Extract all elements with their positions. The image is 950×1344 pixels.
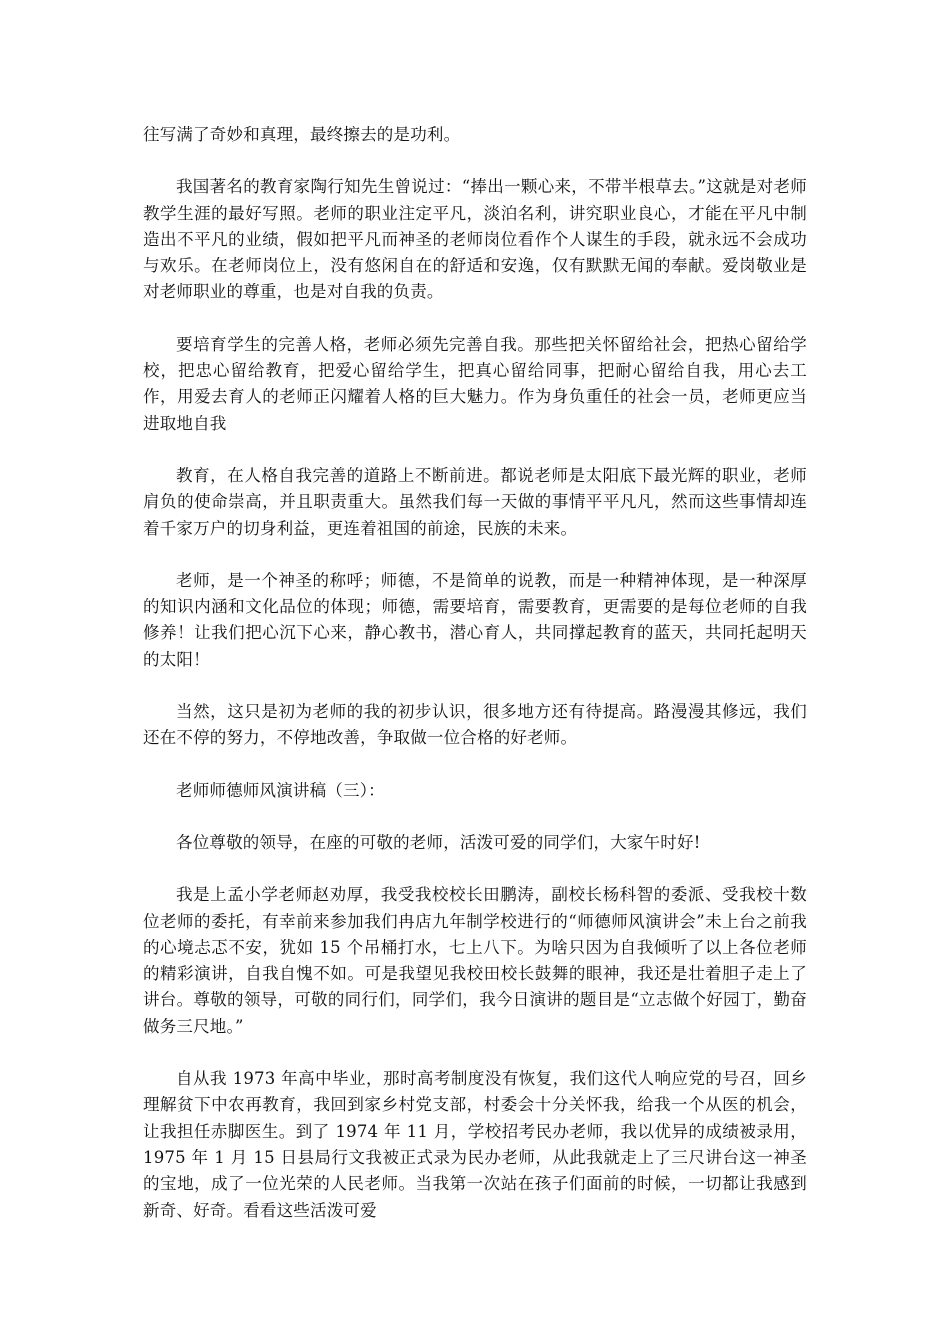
paragraph: 要培育学生的完善人格，老师必须先完善自我。那些把关怀留给社会，把热心留给学校，把忠心留给教育，把爱心留给学生，把真心留给同事，把耐心留给自我，用心去工作，用爱去育人的老师正闪耀着人格的巨大魅力。作为身负重任的社会一员，老师更应当进取地自我: [143, 334, 807, 433]
paragraph: 教育，在人格自我完善的道路上不断前进。都说老师是太阳底下最光辉的职业，老师肩负的使命崇高，并且职责重大。虽然我们每一天做的事情平平凡凡，然而这些事情却连着千家万户的切身利益，更连着祖国的前途，民族的未来。: [143, 465, 807, 538]
paragraph: 当然，这只是初为老师的我的初步认识，很多地方还有待提高。路漫漫其修远，我们还在不停的努力，不停地改善，争取做一位合格的好老师。: [143, 702, 807, 748]
paragraph: 各位尊敬的领导，在座的可敬的老师，活泼可爱的同学们，大家午时好!: [176, 832, 701, 852]
paragraph: 我国著名的教育家陶行知先生曾说过：“捧出一颗心来，不带半根草去。”这就是对老师教学生涯的最好写照。老师的职业注定平凡，淡泊名利，讲究职业良心，才能在平凡中制造出不平凡的业绩，假如把平凡而神圣的老师岗位看作个人谋生的手段，就永远不会成功与欢乐。在老师岗位上，没有悠闲自在的舒适和安逸，仅有默默无闻的奉献。爱岗敬业是对老师职业的尊重，也是对自我的负责。: [143, 177, 807, 302]
paragraph: 自从我 1973 年高中毕业，那时高考制度没有恢复，我们这代人响应党的号召，回乡理解贫下中农再教育，我回到家乡村党支部，村委会十分关怀我，给我一个从医的机会，让我担任赤脚医生。到了 1974 年 11 月，学校招考民办老师，我以优异的成绩被录用，1975 年 1 月 15 日县局行文我被正式录为民办老师，从此我就走上了三尺讲台这一神圣的宝地，成了一位光荣的人民老师。当我第一次站在孩子们面前的时候，一切都让我感到新奇、好奇。看看这些活泼可爱: [143, 1069, 807, 1220]
paragraph: 老师，是一个神圣的称呼；师德，不是简单的说教，而是一种精神体现，是一种深厚的知识内涵和文化品位的体现；师德，需要培育，需要教育，更需要的是每位老师的自我修养！让我们把心沉下心来，静心教书，潜心育人，共同撑起教育的蓝天，共同托起明天的太阳！: [143, 570, 807, 669]
paragraph: 我是上孟小学老师赵劝厚，我受我校校长田鹏涛，副校长杨科智的委派、受我校十数位老师的委托，有幸前来参加我们冉店九年制学校进行的“师德师风演讲会”未上台之前我的心境忐忑不安，犹如 15 个吊桶打水，七上八下。为啥只因为自我倾听了以上各位老师的精彩演讲，自我自愧不如。可是我望见我校田校长鼓舞的眼神，我还是壮着胆子走上了讲台。尊敬的领导，可敬的同行们，同学们，我今日演讲的题目是“立志做个好园丁，勤奋做务三尺地。”: [143, 885, 807, 1036]
section-heading: 老师师德师风演讲稿（三）：: [176, 780, 385, 800]
document-body: [143, 122, 807, 1250]
paragraph: 往写满了奇妙和真理，最终擦去的是功利。: [143, 125, 461, 144]
